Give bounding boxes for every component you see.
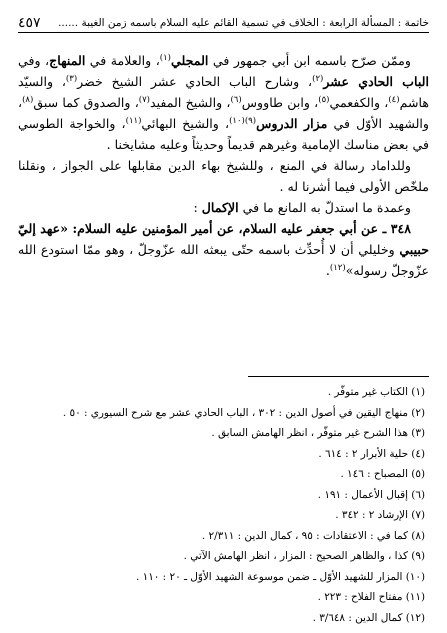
book-title: الباب الحادي عشر <box>323 74 429 89</box>
book-title: الإكمال <box>201 200 239 215</box>
footnote: (٩) كذا ، والظاهر الصحيح : المزار ، انظر الهامش الآتي . <box>183 550 425 562</box>
footnote-ref: (١) <box>159 52 171 63</box>
footnote-ref: (٧) <box>138 94 150 105</box>
footnote: (٦) إقبال الأعمال : ١٩١ . <box>317 488 425 501</box>
footnote: (٥) المصباح : ١٤٦ . <box>340 468 425 480</box>
text: . <box>325 263 330 278</box>
page <box>18 10 429 623</box>
footnote: (٧) الإرشاد ٢ : ٣٤٢ . <box>335 509 425 521</box>
text: ، والعلامة في <box>85 53 160 68</box>
footnotes <box>18 382 429 628</box>
running-header <box>18 10 429 30</box>
footnote-ref: (١٢) <box>329 262 346 273</box>
text: ، والخواجة الطوسي في بعض مناسك الإمامية وغيرهم قديماً وحديثاً وعليه مشايخنا . <box>18 116 429 152</box>
book-title: المجلي <box>171 53 209 68</box>
page-number: ٤٥٧ <box>18 15 41 31</box>
footnote-ref: (٨) <box>22 94 34 105</box>
text: وعمدة ما استدلّ به المانع ما في <box>238 200 411 215</box>
footnote-ref: (١١) <box>125 115 142 126</box>
footnote: (١١) مفتاح الفلاح : ٢٢٣ . <box>317 591 425 603</box>
book-title: المنهاج <box>49 53 86 68</box>
text: : <box>193 200 202 215</box>
book-title: مزار الدروس <box>256 116 328 131</box>
text: ، وشارح الباب الحادي عشر الشيخ خضر <box>77 74 313 89</box>
footnote: (٣) هذا الشرح غير متوفّر ، انظر الهامش السابق . <box>211 427 425 439</box>
footnote: (٨) كما في : الاعتقادات : ٩٥ ، كمال الدين : ٢/٣١١ . <box>201 529 425 542</box>
footnote: (١٠) المزار للشهيد الأوّل ـ ضمن موسوعة الشهيد الأوّل ـ ٢٠ : ١١٠ . <box>136 570 425 583</box>
footnote: (٤) حلية الأبرار ٢ : ٦١٤ . <box>318 447 425 460</box>
text: ، والصدوق كما سبق <box>33 95 139 110</box>
hadith-number-and-chain: ٣٤٨ ـ عن أبي جعفر عليه السلام، عن أمير المؤمنين عليه السلام: «عهد إليّ حبيبي <box>18 221 429 257</box>
text: ، والشيخ البهائي <box>141 116 230 131</box>
footnote-ref: (٤) <box>388 94 400 105</box>
footnote: (١) الكتاب غير متوفّر . <box>327 386 425 398</box>
text: ، وفي <box>18 53 50 68</box>
footnote-ref: (٣) <box>65 73 78 84</box>
footnote-ref: (٥) <box>318 94 330 105</box>
paragraph-3 <box>18 197 429 218</box>
text: ، والشهيد الأوّل في <box>18 95 429 131</box>
running-title: خاتمة : المسألة الرابعة : الخلاف في تسمية القائم عليه السلام باسمه زمن الغيبة ...... <box>58 17 429 29</box>
header-rule <box>18 32 429 33</box>
text: ، وابن طاووس <box>241 95 319 110</box>
footnote-ref: (٦) <box>230 94 242 105</box>
main-text <box>18 50 429 281</box>
text: ، والشيخ المفيد <box>150 95 231 110</box>
paragraph-1 <box>18 50 429 155</box>
hadith-348 <box>18 218 429 281</box>
paragraph-2: وللداماد رسالة في المنع ، وللشيخ بهاء الدين مقابلها على الجواز ، ونقلنا ملخّص الأولى فيما أشرنا له . <box>18 158 429 194</box>
text: ، والسيّد هاشم <box>18 74 429 110</box>
footnote-ref: (٢) <box>312 73 324 84</box>
footnote: (٢) منهاج اليقين في أصول الدين : ٣٠٢ ، الباب الحادي عشر مع شرح السيوري : ٥٠ . <box>62 406 425 419</box>
footnote-ref: (٩)(١٠) <box>229 115 257 126</box>
text: ، والكفعمي <box>329 95 389 110</box>
text: وممّن صرّح باسمه ابن أبي جمهور في <box>208 53 412 68</box>
text: وخليلي أن لا أُحدِّث باسمه حتّى يبعثه الله عزّوجلّ ، وهو ممّا استودع الله عزّوجلّ رسوله» <box>18 242 429 278</box>
footnote-rule <box>248 376 429 377</box>
footnote: (١٢) كمال الدين : ٣/٦٤٨ . <box>312 611 425 624</box>
